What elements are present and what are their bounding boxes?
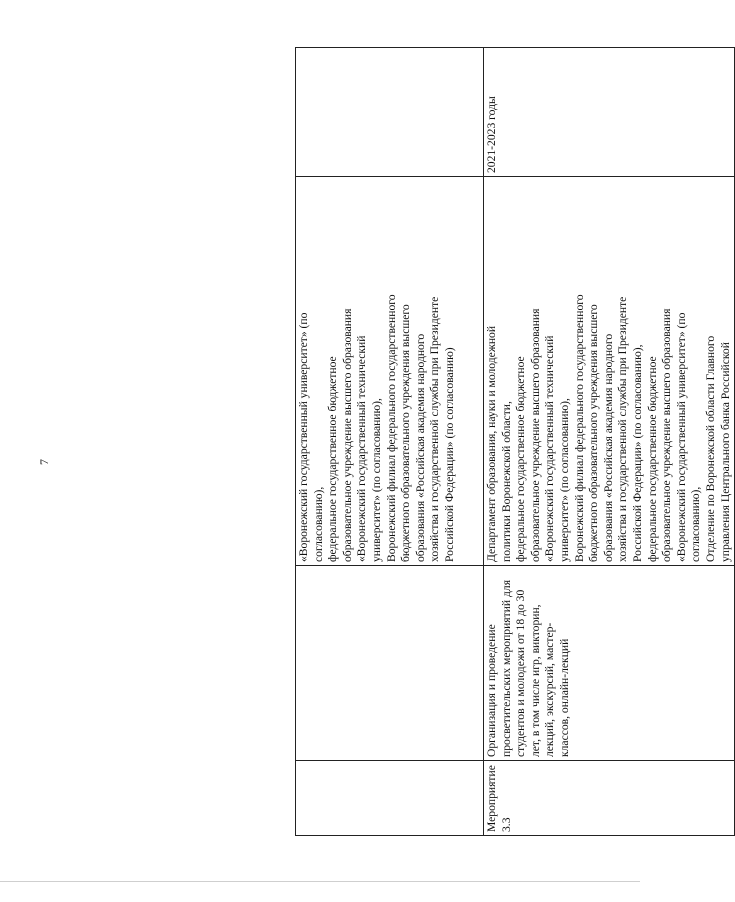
cell-text-line: лекций, экскурсий, мастер-: [543, 622, 557, 757]
cell-text-line: образовательное учреждение высшего образования: [340, 308, 354, 562]
cell-event-number: [296, 761, 484, 836]
cell-text-line: «Воронежский государственный университет» (по: [297, 312, 310, 562]
cell-text-line: бюджетного образовательного учреждения высшего: [587, 304, 601, 562]
page-number: 7: [37, 459, 51, 465]
cell-text-line: Организация и проведение: [485, 624, 498, 757]
cell-period: [296, 48, 484, 177]
cell-text-line: хозяйства и государственной службы при Президенте: [428, 296, 442, 562]
cell-text-line: 2021-2023 годы: [485, 96, 498, 173]
cell-text-line: образования «Российская академия народного: [413, 333, 427, 562]
cell-responsible: [296, 177, 484, 566]
cell-text-line: «Воронежский государственный университет» (по: [674, 312, 688, 562]
cell-text-line: федеральное государственное бюджетное: [514, 356, 528, 562]
cell-text-line: согласованию),: [311, 486, 325, 562]
cell-text-line: Российской Федерации» (по согласованию),: [630, 344, 644, 562]
cell-text-line: университет» (по согласованию),: [557, 398, 571, 562]
cell-text-line: политики Воронежской области,: [499, 401, 513, 562]
cell-text-line: управления Центрального банка Российской: [718, 342, 732, 562]
cell-text-line: университет» (по согласованию),: [369, 398, 383, 562]
cell-event-name: [296, 566, 484, 761]
cell-text-line: федеральное государственное бюджетное: [645, 356, 659, 562]
cell-text-line: студентов и молодежи от 18 до 30: [514, 589, 528, 757]
cell-text-line: 3.3: [499, 817, 513, 832]
cell-period: [484, 48, 735, 177]
cell-text-line: образования «Российская академия народного: [601, 333, 615, 562]
cell-text-line: Воронежский филиал федерального государственного: [572, 294, 586, 562]
cell-text-line: согласованию),: [689, 486, 703, 562]
cell-text-line: лет, в том числе игр, викторин,: [528, 604, 542, 757]
cell-event-number: [484, 761, 735, 836]
program-table-rotated: [295, 76, 732, 836]
cell-event-name: [484, 566, 735, 761]
table-row: [484, 48, 735, 836]
cell-text-line: классов, онлайн-лекций: [557, 638, 571, 757]
cell-text-line: образовательное учреждение высшего образования: [660, 308, 674, 562]
cell-text-line: «Воронежский государственный технический: [543, 335, 557, 562]
cell-text-line: образовательное учреждение высшего образования: [528, 308, 542, 562]
cell-text-line: бюджетного образовательного учреждения высшего: [399, 304, 413, 562]
cell-text-line: Отделение по Воронежской области Главного: [703, 335, 717, 562]
cell-text-line: «Воронежский государственный технический: [355, 335, 369, 562]
cell-text-line: Мероприятие: [485, 765, 498, 832]
program-table: [295, 47, 735, 836]
table-row: [296, 48, 484, 836]
cell-text-line: Департамент образования, науки и молодежной: [485, 325, 498, 562]
cell-text-line: Российской Федерации» (по согласованию): [442, 347, 456, 562]
cell-text-line: хозяйства и государственной службы при Президенте: [616, 296, 630, 562]
cell-responsible: [484, 177, 735, 566]
cell-text-line: просветительских мероприятий для: [499, 579, 513, 757]
scan-edge-line: [0, 881, 640, 882]
cell-text-line: Воронежский филиал федерального государственного: [384, 294, 398, 562]
cell-text-line: федеральное государственное бюджетное: [326, 356, 340, 562]
